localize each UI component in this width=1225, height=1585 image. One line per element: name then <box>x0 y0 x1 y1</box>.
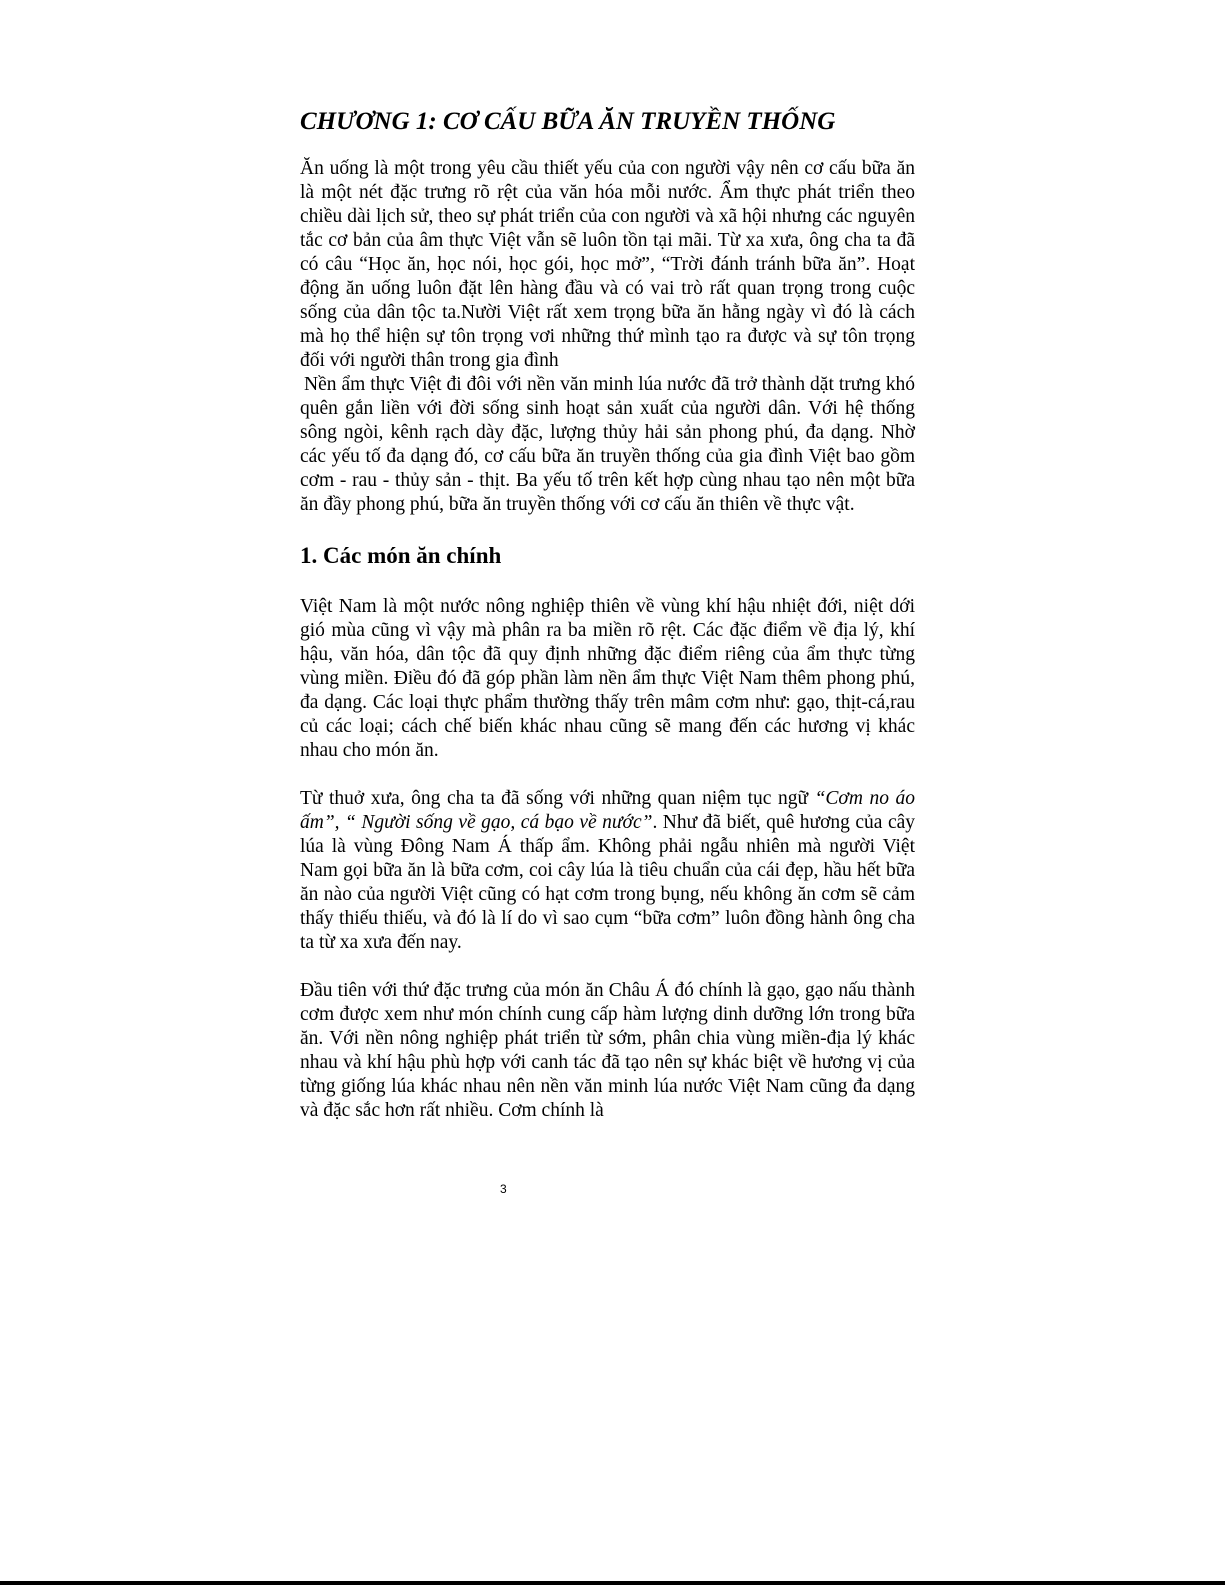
section-title: 1. Các món ăn chính <box>300 543 502 568</box>
chapter-title: CHƯƠNG 1: CƠ CẤU BỮA ĂN TRUYỀN THỐNG <box>300 108 836 135</box>
proverb-quote: “Cơm no áo ấm”, “ Người sống về gạo, cá bạo về nước” <box>300 788 915 833</box>
intro-paragraph-2: Nền ẩm thực Việt đi đôi với nền văn minh lúa nước đã trở thành dặt trưng khó quên gắn liền với đời sống sinh hoạt sản xuất của người dân. Với hệ thống sông ngòi, kênh rạch dày đặc, lượng thủy hải sản phong phú, đa dạng. Nhờ các yếu tố đa dạng đó, cơ cấu bữa ăn truyền thống của gia đình Việt bao gồm cơm - rau - thủy sản - thịt. Ba yếu tố trên kết hợp cùng nhau tạo nên một bữa ăn đầy phong phú, bữa ăn truyền thống với cơ cấu ăn thiên về thực vật. <box>300 374 915 515</box>
section-paragraph-3: Đầu tiên với thứ đặc trưng của món ăn Châu Á đó chính là gạo, gạo nấu thành cơm được xem như món chính cung cấp hàm lượng dinh dưỡng lớn trong bữa ăn. Với nền nông nghiệp phát triển từ sớm, phân chia vùng miền-địa lý khác nhau và khí hậu phù hợp với canh tác đã tạo nên sự khác biệt về hương vị của từng giống lúa khác nhau nên nền văn minh lúa nước Việt Nam cũng đa dạng và đặc sắc hơn rất nhiều. Cơm chính là <box>300 980 915 1121</box>
paragraph-2-lead: Từ thuở xưa, ông cha ta đã sống với những quan niệm tục ngữ <box>300 788 815 809</box>
intro-paragraph-1: Ăn uống là một trong yêu cầu thiết yếu của con người vậy nên cơ cấu bữa ăn là một nét đặc trưng rõ rệt của văn hóa mỗi nước. Ẩm thực phát triển theo chiều dài lịch sử, theo sự phát triển của con người và xã hội nhưng các nguyên tắc cơ bản của âm thực Việt vẫn sẽ luôn tồn tại mãi. Từ xa xưa, ông cha ta đã có câu “Học ăn, học nói, học gói, học mở”, “Trời đánh tránh bữa ăn”. Hoạt động ăn uống luôn đặt lên hàng đầu và có vai trò rất quan trọng trong cuộc sống của dân tộc ta.Nười Việt rất xem trọng bữa ăn hằng ngày vì đó là cách mà họ thể hiện sự tôn trọng vơi những thứ mình tạo ra được và sự tôn trọng đối với người thân trong gia đình <box>300 158 915 371</box>
page-number: 3 <box>500 1182 507 1196</box>
page-content <box>300 105 915 1123</box>
bottom-border <box>0 1581 1225 1585</box>
paragraph-gap <box>300 955 915 979</box>
section-paragraph-1: Việt Nam là một nước nông nghiệp thiên về vùng khí hậu nhiệt đới, niệt dới gió mùa cũng vì vậy mà phân ra ba miền rõ rệt. Các đặc điểm về địa lý, khí hậu, văn hóa, dân tộc đã quy định những đặc điểm riêng của ẩm thực từng vùng miền. Điều đó đã góp phần làm nền ẩm thực Việt Nam thêm phong phú, đa dạng. Các loại thực phẩm thường thấy trên mâm cơm như: gạo, thịt-cá,rau củ các loại; cách chế biến khác nhau cũng sẽ mang đến các hương vị khác nhau cho món ăn. <box>300 596 915 761</box>
section-paragraph-2 <box>300 787 915 955</box>
paragraph-gap <box>300 763 915 787</box>
paragraph-2-rest: . Như đã biết, quê hương của cây lúa là vùng Đông Nam Á thấp ẩm. Không phải ngẫu nhiên mà người Việt Nam gọi bữa ăn là bữa cơm, coi cây lúa là tiêu chuẩn của cái đẹp, hầu hết bữa ăn nào của người Việt cũng có hạt cơm trong bụng, nếu không ăn cơm sẽ cảm thấy thiếu thiếu, và đó là lí do vì sao cụm “bữa cơm” luôn đồng hành ông cha ta từ xa xưa đến nay. <box>300 812 915 953</box>
